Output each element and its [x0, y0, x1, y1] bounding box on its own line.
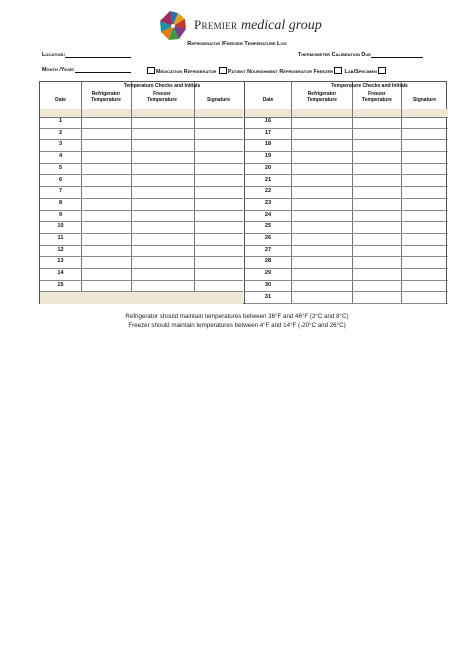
col-header-signature: Signature	[206, 97, 231, 103]
location-input-line[interactable]	[65, 52, 131, 58]
freezer-note: Freezer should maintain temperatures between 4°F and 14°F (-20°C and 26°C)	[128, 322, 346, 329]
table-row[interactable]	[245, 222, 448, 234]
nourishment-label: Nourishment Refrigerator	[247, 69, 312, 75]
calibration-label: Thermometer Calibration Due	[298, 52, 371, 58]
col-header-date: Date	[262, 97, 274, 103]
table-row[interactable]	[40, 257, 243, 269]
date-cell: 3	[58, 141, 63, 148]
calibration-input-line[interactable]	[371, 52, 423, 58]
table-row[interactable]	[40, 176, 243, 188]
date-cell: 2	[58, 129, 63, 136]
refrigerator-note: Refrigerator should maintain temperatures between 36°F and 46°F (2°C and 8°C)	[125, 313, 349, 320]
date-cell: 28	[264, 258, 272, 265]
table-row[interactable]	[40, 187, 243, 199]
table-row[interactable]	[245, 257, 448, 269]
group-header: Temperature Checks and Initials	[331, 83, 408, 89]
table-row[interactable]	[245, 293, 448, 305]
date-cell: 1	[58, 118, 63, 124]
table-row[interactable]	[245, 176, 448, 188]
date-cell: 15	[57, 281, 64, 288]
medication-checkbox[interactable]	[147, 67, 155, 74]
date-cell: 10	[57, 223, 64, 230]
col-header-refrigerator: Refrigerator Temperature	[307, 91, 337, 103]
table-row[interactable]	[245, 199, 448, 211]
table-row[interactable]	[245, 269, 448, 281]
table-row[interactable]	[40, 269, 243, 281]
col-header-refrigerator: Refrigerator Temperature	[91, 91, 121, 103]
date-cell: 7	[58, 188, 63, 195]
patient-checkbox[interactable]	[219, 67, 227, 74]
table-row[interactable]	[40, 234, 243, 246]
date-cell: 27	[264, 246, 272, 253]
table-row[interactable]	[245, 117, 448, 129]
table-row[interactable]	[245, 187, 448, 199]
date-cell: 11	[57, 235, 64, 241]
month-year-label: Month /Year:	[42, 67, 75, 73]
col-header-freezer: Freezer Temperature	[362, 91, 392, 103]
date-cell: 12	[57, 246, 64, 253]
lab-checkbox[interactable]	[378, 67, 386, 74]
date-cell: 6	[58, 176, 63, 183]
date-cell: 25	[264, 223, 272, 230]
table-left-half	[40, 82, 243, 303]
date-cell: 24	[264, 211, 272, 218]
table-row[interactable]	[40, 129, 243, 141]
date-cell: 22	[264, 188, 272, 195]
log-type-options	[146, 67, 387, 75]
table-row[interactable]	[40, 140, 243, 152]
date-cell: 9	[58, 211, 63, 218]
col-header-freezer: Freezer Temperature	[147, 91, 177, 103]
date-cell: 17	[264, 129, 272, 136]
date-cell: 26	[264, 235, 272, 241]
date-cell: 23	[264, 199, 272, 206]
freezer-checkbox[interactable]	[334, 67, 342, 74]
date-cell: 8	[58, 199, 63, 206]
table-row[interactable]	[40, 117, 243, 129]
date-cell: 4	[58, 153, 63, 160]
table-row[interactable]	[40, 199, 243, 211]
company-logo	[158, 9, 322, 45]
table-row[interactable]	[245, 152, 448, 164]
table-row[interactable]	[245, 246, 448, 258]
date-cell: 16	[264, 118, 272, 124]
date-cell: 19	[264, 153, 272, 160]
table-row[interactable]	[40, 246, 243, 258]
pinwheel-logo-icon	[158, 9, 188, 43]
temperature-log-table	[39, 81, 447, 304]
group-header: Temperature Checks and Initials	[123, 83, 201, 89]
date-cell: 14	[57, 270, 64, 277]
patient-label: Patient	[227, 69, 246, 75]
form-title: Refrigerator /Freezer Temperature Log	[187, 41, 287, 47]
col-header-signature: Signature	[412, 97, 437, 103]
location-field[interactable]	[42, 52, 131, 58]
table-row[interactable]	[40, 164, 243, 176]
date-cell: 29	[264, 270, 272, 277]
month-year-field[interactable]	[42, 67, 131, 73]
table-row[interactable]	[40, 211, 243, 223]
table-row[interactable]	[40, 152, 243, 164]
date-cell: 5	[58, 164, 63, 171]
date-cell: 30	[264, 281, 272, 288]
lab-label: Lab/Specimen	[344, 69, 377, 75]
calibration-field[interactable]	[298, 52, 423, 58]
table-row[interactable]	[245, 140, 448, 152]
month-year-input-line[interactable]	[75, 67, 131, 73]
table-row[interactable]	[245, 129, 448, 141]
table-row[interactable]	[40, 281, 243, 293]
date-cell: 21	[264, 176, 272, 183]
date-cell: 18	[264, 141, 272, 148]
date-cell: 20	[264, 164, 272, 171]
table-row[interactable]	[245, 281, 448, 293]
location-label: Location:	[42, 52, 66, 58]
date-cell: 13	[57, 258, 64, 265]
table-row[interactable]	[40, 222, 243, 234]
brand-name-italic: medical group	[240, 18, 322, 33]
brand-name	[194, 17, 322, 34]
freezer-label: Freezer	[313, 69, 334, 75]
table-row[interactable]	[245, 211, 448, 223]
brand-name-main: Premier	[194, 17, 238, 32]
date-cell: 31	[264, 293, 272, 300]
table-right-half	[244, 82, 448, 303]
table-row[interactable]	[245, 164, 448, 176]
footer-shade	[40, 292, 243, 304]
medication-label: Medication Refrigerator	[156, 69, 217, 75]
col-header-date: Date	[55, 97, 66, 103]
table-row[interactable]	[245, 234, 448, 246]
